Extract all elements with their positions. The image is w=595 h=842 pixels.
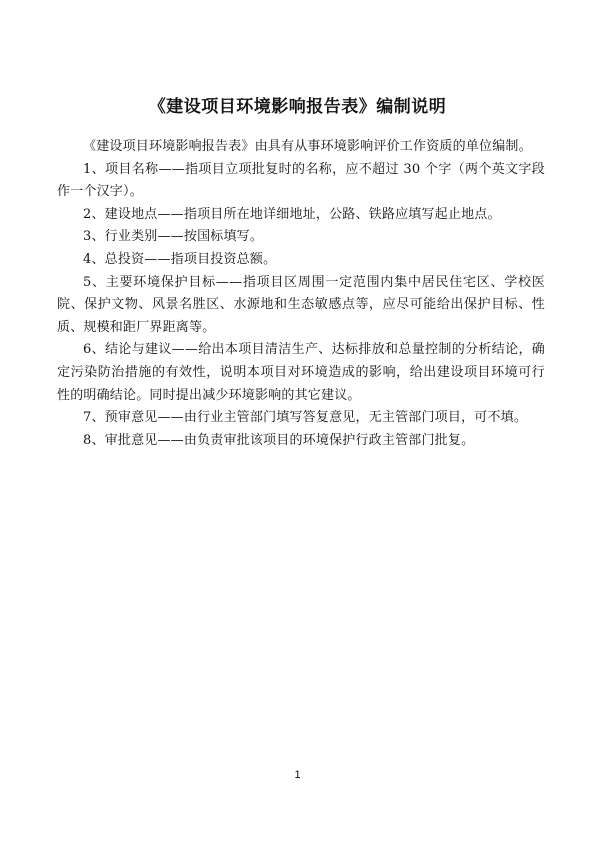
- paragraph-protection-targets: 5、主要环境保护目标——指项目区周围一定范围内集中居民住宅区、学校医院、保护文物、风景名胜区、水源地和生态敏感点等，应尽可能给出保护目标、性质、规模和距厂界距离等。: [57, 274, 545, 335]
- paragraph-preliminary-review: 7、预审意见——由行业主管部门填写答复意见，无主管部门项目，可不填。: [83, 410, 528, 426]
- paragraph-project-name: 1、项目名称——指项目立项批复时的名称，应不超过 30 个字（两个英文字段作一个汉字）。: [57, 161, 545, 200]
- paragraph-intro: 《建设项目环境影响报告表》由具有从事环境影响评价工作资质的单位编制。: [83, 139, 532, 154]
- document-body: [57, 136, 545, 452]
- page-number: 1: [294, 769, 301, 781]
- paragraph-conclusions: 6、结论与建议——给出本项目清洁生产、达标排放和总量控制的分析结论，确定污染防治措施的有效性，说明本项目对环境造成的影响，给出建设项目环境可行性的明确结论。同时提出减少环境影响的其它建议。: [57, 342, 545, 403]
- paragraph-total-investment: 4、总投资——指项目投资总额。: [83, 251, 277, 267]
- paragraph-construction-site: 2、建设地点——指项目所在地详细地址，公路、铁路应填写起止地点。: [83, 206, 501, 222]
- paragraph-industry-category: 3、行业类别——按国标填写。: [83, 229, 264, 245]
- page-title: 《建设项目环境影响报告表》编制说明: [148, 97, 447, 117]
- paragraph-approval-opinion: 8、审批意见——由负责审批该项目的环境保护行政主管部门批复。: [83, 432, 475, 448]
